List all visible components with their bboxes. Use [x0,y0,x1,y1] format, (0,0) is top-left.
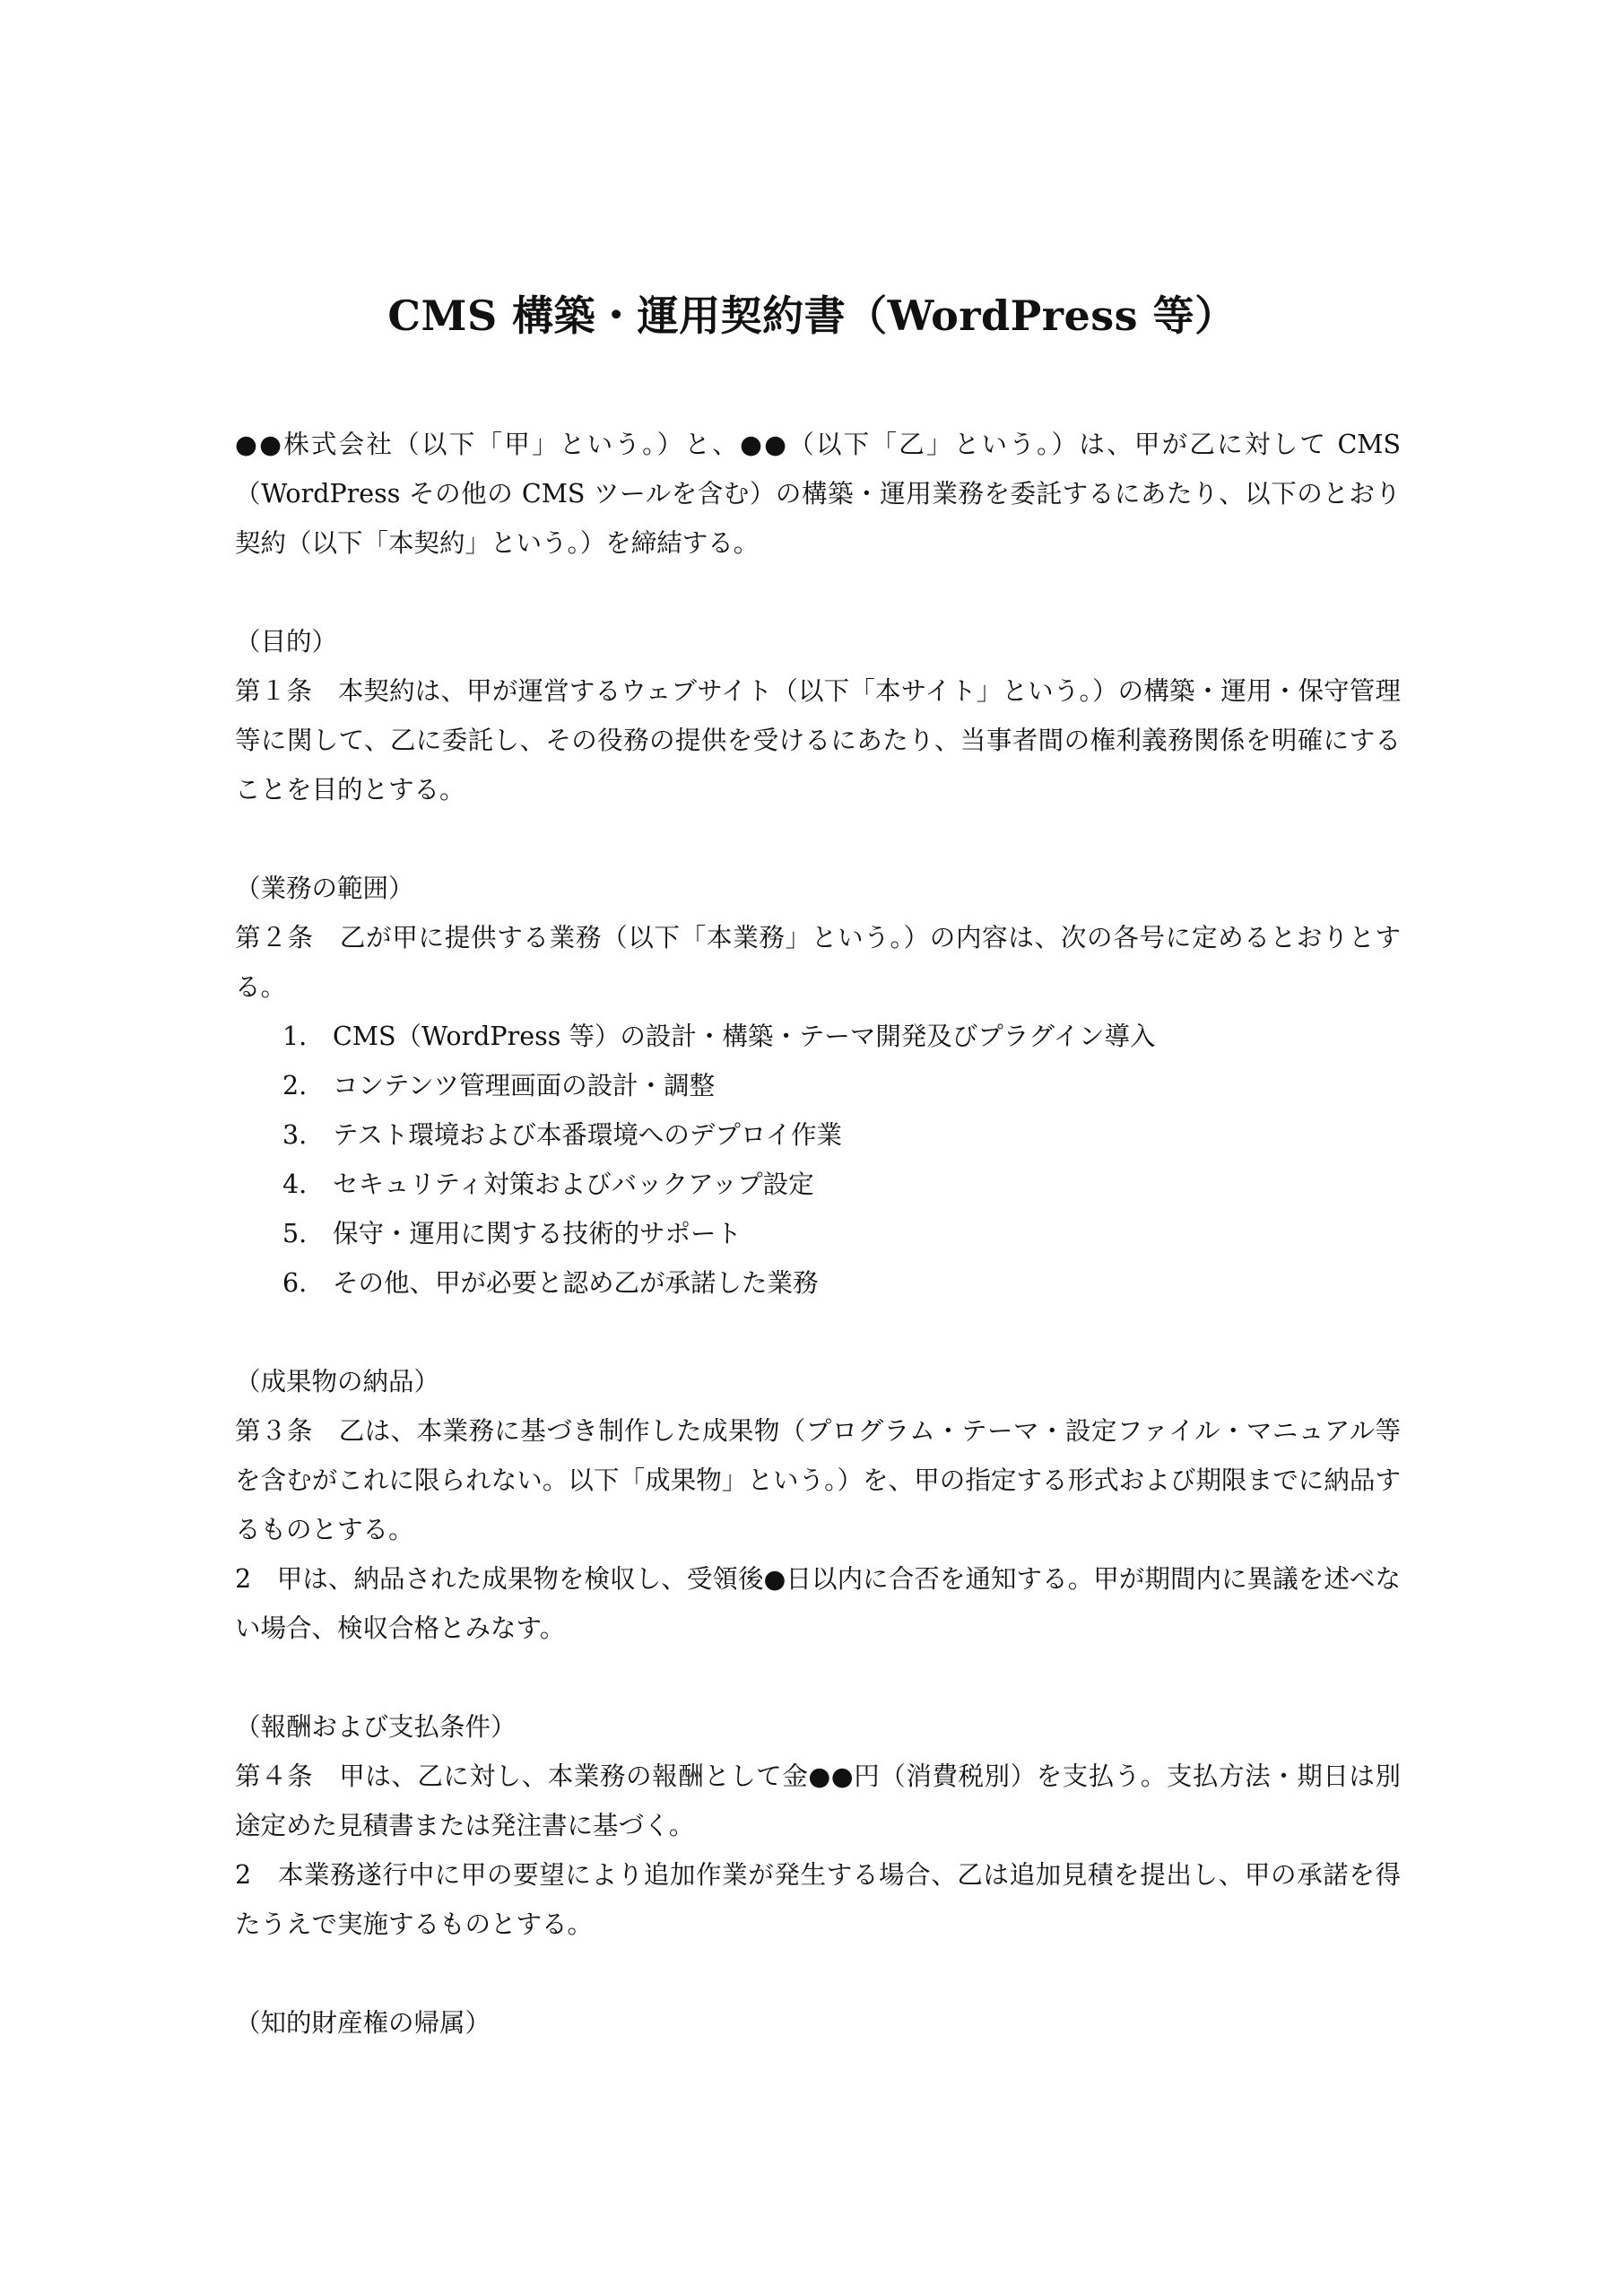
spacer [235,568,1401,617]
list-item-text: テスト環境および本番環境へのデプロイ作業 [333,1120,843,1150]
article-1-paragraph: 第１条 本契約は、甲が運営するウェブサイト（以下「本サイト」という。）の構築・運用・保守管理等に関して、乙に委託し、その役務の提供を受けるにあたり、当事者間の権利義務関係を明確にすることを目的とする。 [235,676,1401,804]
article-3-heading: （成果物の納品） [235,1367,440,1396]
list-item-text: その他、甲が必要と認め乙が承諾した業務 [333,1268,819,1298]
list-item-number: 3. [282,1120,308,1150]
list-item [235,1209,1401,1258]
list-item-text: 保守・運用に関する技術的サポート [333,1219,743,1248]
article-2-heading: （業務の範囲） [235,874,414,903]
spacer [235,814,1401,864]
list-item [235,1258,1401,1308]
document-body [235,420,1401,2048]
preamble: ●●株式会社（以下「甲」という。）と、●●（以下「乙」という。）は、甲が乙に対して CMS（WordPress その他の CMS ツールを含む）の構築・運用業務を委託するにあたり、以下のとおり契約（以下「本契約」という。）を締結する。 [235,430,1401,558]
list-item [235,1061,1401,1110]
list-item [235,1012,1401,1061]
list-item-number: 1. [282,1022,308,1051]
list-item [235,1110,1401,1160]
list-item-text: コンテンツ管理画面の設計・調整 [333,1071,716,1100]
list-item-number: 2. [282,1071,308,1100]
spacer [235,1308,1401,1357]
list-item-number: 5. [282,1219,308,1248]
list-item-number: 4. [282,1170,308,1199]
list-item-number: 6. [282,1268,308,1298]
article-4-heading: （報酬および支払条件） [235,1712,517,1742]
article-3-paragraph-2: 2 甲は、納品された成果物を検収し、受領後●日以内に合否を通知する。甲が期間内に異議を述べない場合、検収合格とみなす。 [235,1564,1401,1643]
article-4-paragraph-2: 2 本業務遂行中に甲の要望により追加作業が発生する場合、乙は追加見積を提出し、甲の承諾を得たうえで実施するものとする。 [235,1860,1401,1939]
spacer [235,1949,1401,1998]
document-title: CMS 構築・運用契約書（WordPress 等） [387,291,1237,340]
list-item-text: CMS（WordPress 等）の設計・構築・テーマ開発及びプラグイン導入 [333,1022,1156,1051]
article-3-paragraph-1: 第３条 乙は、本業務に基づき制作した成果物（プログラム・テーマ・設定ファイル・マニュアル等を含むがこれに限られない。以下「成果物」という。）を、甲の指定する形式および期限までに納品するものとする。 [235,1416,1401,1544]
article-1-heading: （目的） [235,627,338,657]
list-item-text: セキュリティ対策およびバックアップ設定 [333,1170,814,1199]
list-item [235,1160,1401,1209]
article-2-list [235,1012,1401,1308]
spacer [235,1653,1401,1702]
article-4-paragraph-1: 第４条 甲は、乙に対し、本業務の報酬として金●●円（消費税別）を支払う。支払方法・期日は別途定めた見積書または発注書に基づく。 [235,1761,1401,1840]
article-5-heading: （知的財産権の帰属） [235,2008,491,2038]
article-2-paragraph: 第２条 乙が甲に提供する業務（以下「本業務」という。）の内容は、次の各号に定めるとおりとする。 [235,923,1401,1002]
